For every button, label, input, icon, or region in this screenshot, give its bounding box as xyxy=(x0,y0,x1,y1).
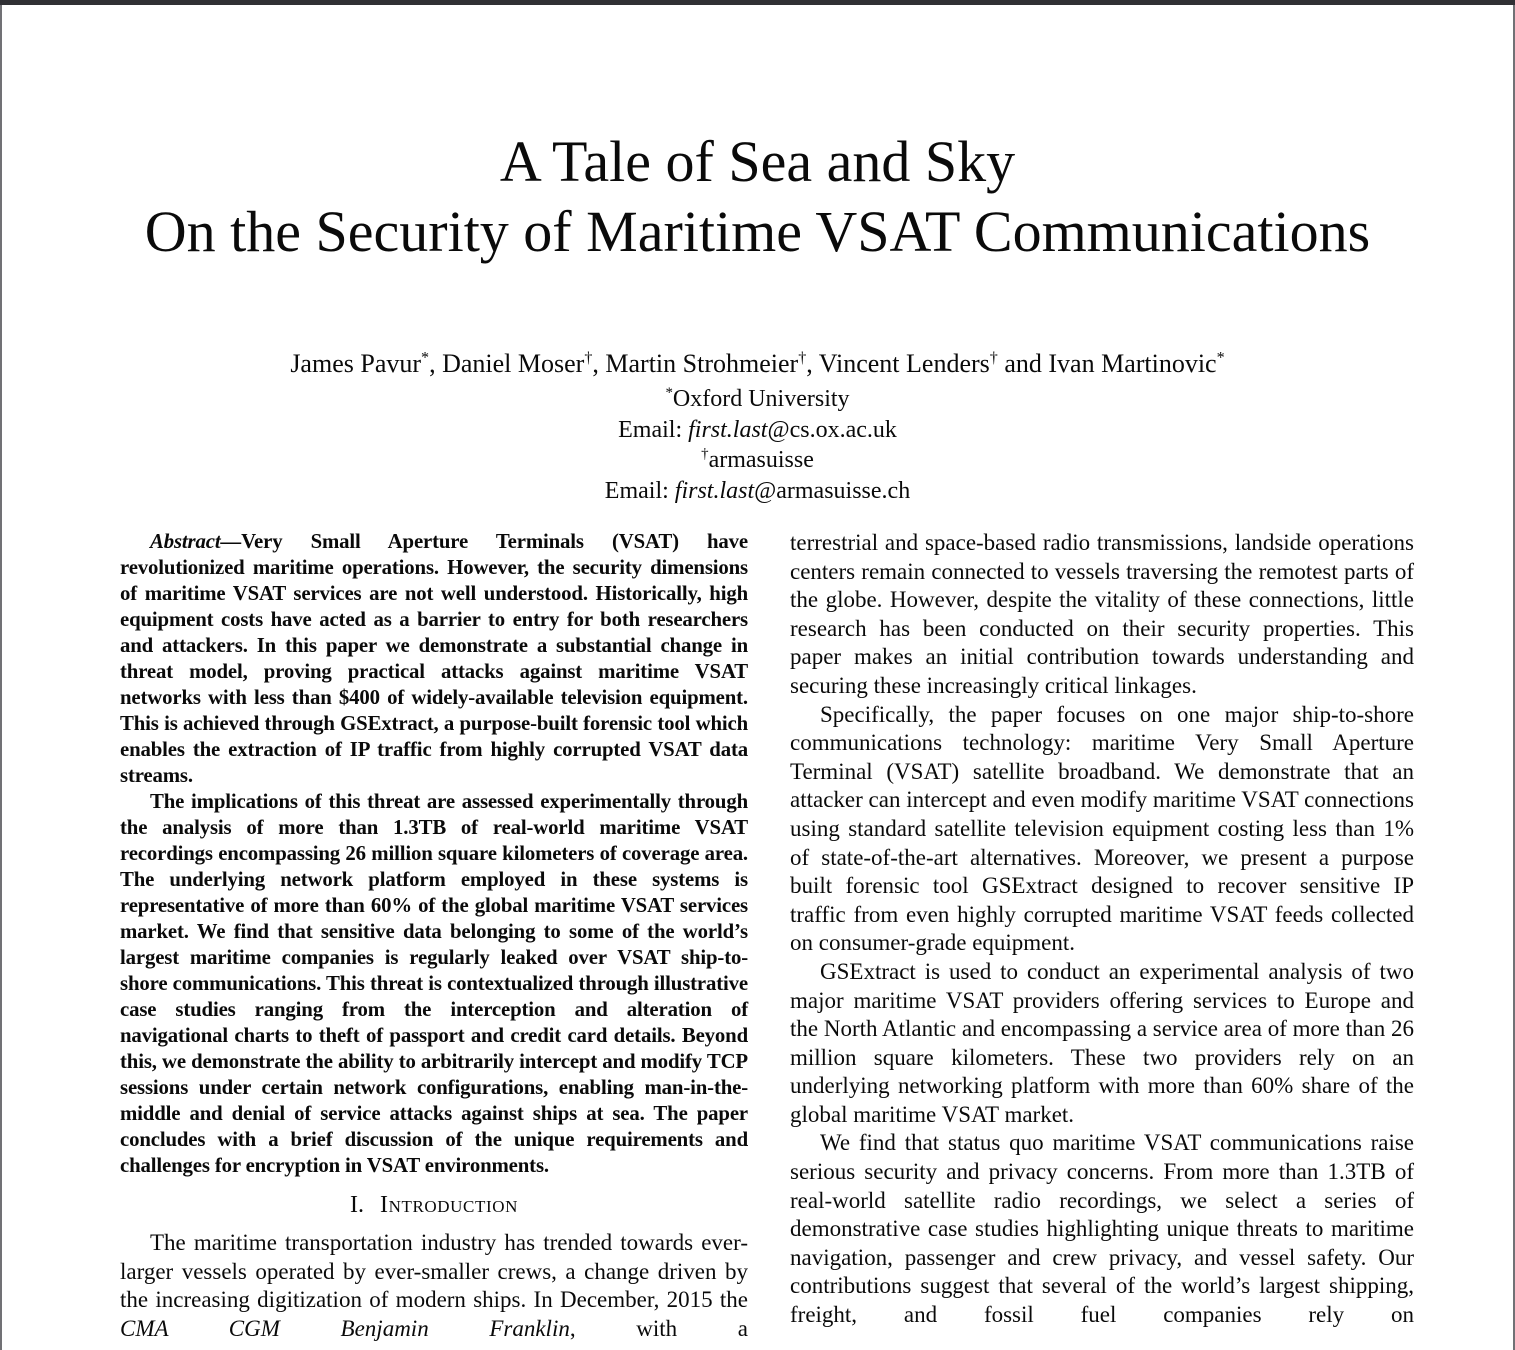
intro-paragraph-1 xyxy=(120,1229,748,1343)
author-separator: , xyxy=(429,349,443,378)
author-name: Ivan Martinovic xyxy=(1048,349,1217,378)
col2-continuation-paragraph: terrestrial and space-based radio transmissions, landside operations centers remain connected to vessels traversing the remotest parts of the globe. However, despite the vitality of these connections, little research has been conducted on their security properties. This paper makes an initial contribution towards understanding and securing these increasingly critical linkages. xyxy=(790,530,1414,698)
title-line-2: On the Security of Maritime VSAT Communications xyxy=(144,199,1371,264)
affil-name: Oxford University xyxy=(672,386,850,412)
email-armasuisse xyxy=(0,476,1515,507)
email-domain: @cs.ox.ac.uk xyxy=(767,416,897,443)
author-list xyxy=(0,349,1515,379)
author-4 xyxy=(819,349,1049,378)
author-name: Vincent Lenders xyxy=(818,349,990,378)
author-name: James Pavur xyxy=(290,349,422,378)
abstract-paragraph-2: The implications of this threat are assessed experimentally through the analysis of more than 1.3TB of real-world maritime VSAT recordings encompassing 26 million square kilometers of coverage area. The underlying network platform employed in these systems is representative of more than 60% of the global maritime VSAT services market. We find that sensitive data belonging to some of the world’s largest maritime companies is regularly leaked over VSAT ship-to-shore communications. This threat is contextualized through illustrative case studies ranging from the interception and alteration of navigational charts to theft of passport and credit card details. Beyond this, we demonstrate the ability to arbitrarily intercept and modify TCP sessions under certain network configurations, enabling man-in-the-middle and denial of service attacks against ships at sea. The paper concludes with a brief discussion of the unique requirements and challenges for encryption in VSAT environments. xyxy=(120,790,748,1177)
affil-mark: * xyxy=(665,385,673,401)
affil-name: armasuisse xyxy=(708,447,814,473)
email-user: first.last xyxy=(674,477,755,504)
email-label: Email: xyxy=(604,477,675,504)
author-3 xyxy=(605,349,818,378)
col2-paragraph-3: GSExtract is used to conduct an experimental analysis of two major maritime VSAT providers offering services to Europe and the North Atlantic and encompassing a service area of more than 26 million square kilometers. These two providers rely on an underlying networking platform with more than 60% share of the global maritime VSAT market. xyxy=(790,958,1414,1127)
col2-paragraph-4: We find that status quo maritime VSAT communications raise serious security and privacy concerns. From more than 1.3TB of real-world satellite radio recordings, we select a series of demonstrative case studies highlighting unique threats to maritime navigation, passenger and crew privacy, and vessel safety. Our contributions suggest that several of the world’s largest shipping, freight, and fossil fuel companies rely on xyxy=(790,1130,1414,1328)
abstract-text-1: Very Small Aperture Terminals (VSAT) have revolutionized maritime operations. However, the security dimensions of maritime VSAT services are not well understood. Historically, high equipment costs have acted as a barrier to entry for both researchers and attackers. In this paper we demonstrate a substantial change in threat model, proving practical attacks against maritime VSAT networks with less than $400 of widely-available television equipment. This is achieved through GSExtract, a purpose-built forensic tool which enables the extraction of IP traffic from highly corrupted VSAT data streams. xyxy=(120,530,748,787)
affiliation-armasuisse xyxy=(0,445,1515,476)
author-affil-mark: † xyxy=(798,349,807,367)
ship-name-italic: CMA CGM Benjamin Franklin xyxy=(120,1315,570,1341)
title-line-1: A Tale of Sea and Sky xyxy=(499,129,1016,194)
author-affiliations xyxy=(0,384,1515,506)
window-top-edge xyxy=(0,0,1515,5)
author-separator: and xyxy=(997,349,1049,378)
page-left-edge xyxy=(0,0,2,1350)
intro-text-pre: The maritime transportation industry has trended towards ever-larger vessels operated by ever-smaller crews, a change driven by the increasing digitization of modern ships. In December, 2015 the xyxy=(120,1230,748,1313)
email-label: Email: xyxy=(618,416,689,443)
author-name: Martin Strohmeier xyxy=(605,349,799,378)
email-oxford xyxy=(0,415,1515,446)
author-separator: , xyxy=(806,349,819,378)
column-right xyxy=(790,529,1414,1330)
author-2 xyxy=(442,349,605,378)
abstract-paragraph-1 xyxy=(120,529,748,789)
intro-text-post: , with a xyxy=(569,1315,748,1341)
affil-mark: † xyxy=(701,446,709,462)
section-heading-introduction xyxy=(120,1192,748,1219)
column-left xyxy=(120,529,748,1343)
col2-paragraph-2: Specifically, the paper focuses on one major ship-to-shore communications technology: maritime Very Small Aperture Terminal (VSAT) satellite broadband. We demonstrate that an attacker can intercept and even modify maritime VSAT connections using standard satellite television equipment costing less than 1% of state-of-the-art alternatives. Moreover, we present a purpose built forensic tool GSExtract designed to recover sensitive IP traffic from even highly corrupted maritime VSAT feeds collected on consumer-grade equipment. xyxy=(790,701,1414,956)
affiliation-oxford xyxy=(0,384,1515,415)
author-affil-mark: † xyxy=(584,349,593,367)
author-affil-mark: * xyxy=(421,349,430,367)
email-domain: @armasuisse.ch xyxy=(754,477,911,504)
section-number: I. xyxy=(350,1192,365,1218)
author-separator: , xyxy=(592,349,606,378)
email-user: first.last xyxy=(688,416,768,443)
section-title: Introduction xyxy=(380,1192,518,1218)
author-5 xyxy=(1048,349,1224,378)
author-1 xyxy=(290,349,442,378)
author-affil-mark: * xyxy=(1216,349,1225,367)
abstract-label: Abstract— xyxy=(150,530,242,553)
author-name: Daniel Moser xyxy=(442,349,585,378)
author-affil-mark: † xyxy=(989,349,998,367)
page-title xyxy=(0,127,1515,267)
